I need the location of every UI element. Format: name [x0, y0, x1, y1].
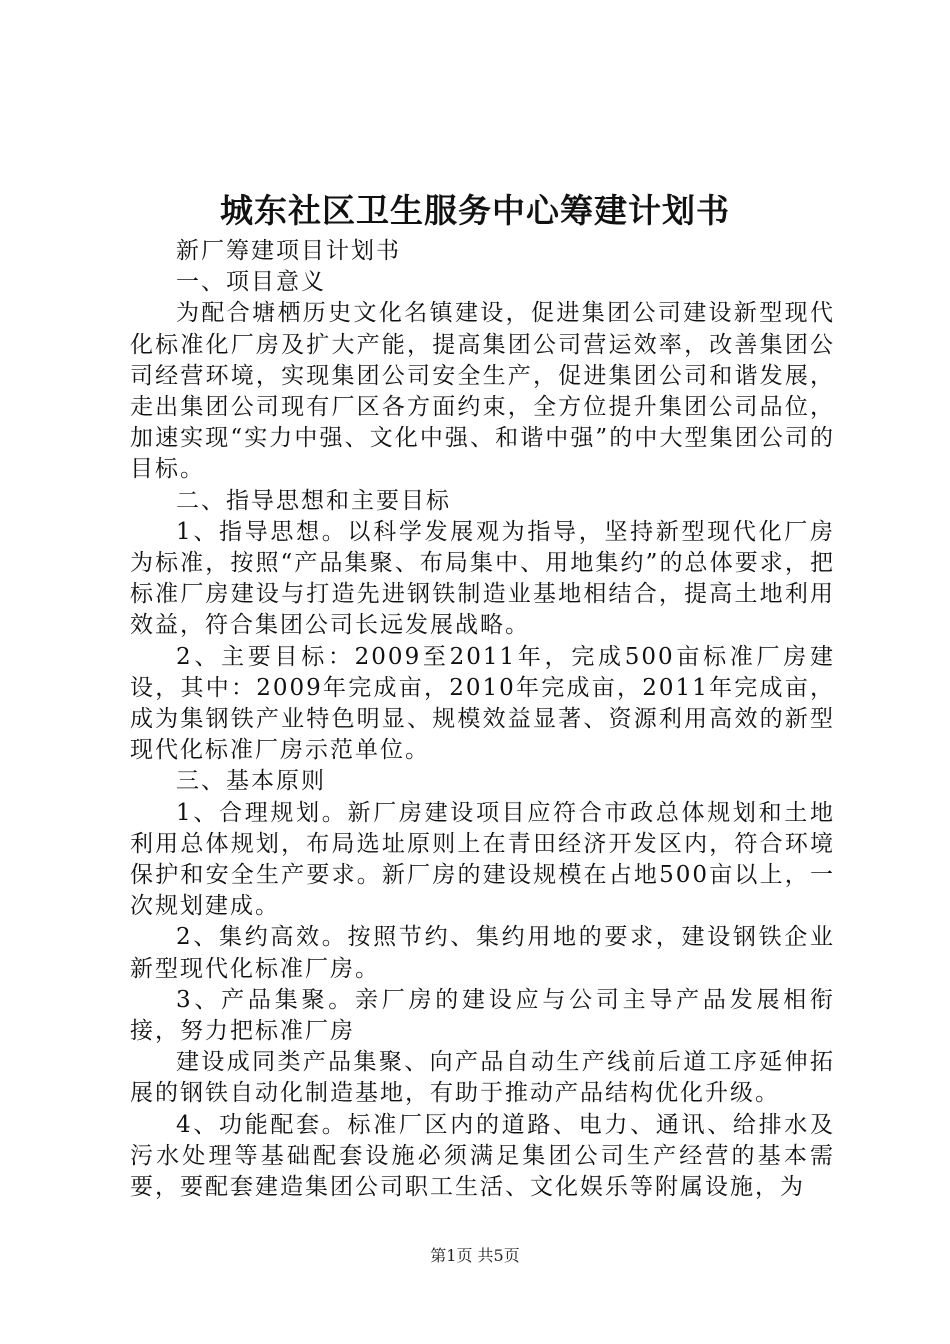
- paragraph: 4、功能配套。标准厂区内的道路、电力、通讯、给排水及污水处理等基础配套设施必须满足集团公司生产经营的基本需要，要配套建造集团公司职工生活、文化娱乐等附属设施，为: [130, 1111, 835, 1201]
- paragraph: 新厂筹建项目计划书: [176, 238, 401, 264]
- page-number-footer: 第1页 共5页: [430, 1246, 520, 1265]
- paragraph: 2、集约高效。按照节约、集约用地的要求，建设钢铁企业新型现代化标准厂房。: [130, 924, 835, 982]
- document-title: 城东社区卫生服务中心筹建计划书: [220, 191, 730, 230]
- paragraph: 1、合理规划。新厂房建设项目应符合市政总体规划和土地利用总体规划，布局选址原则上在青田经济开发区内，符合环境保护和安全生产要求。新厂房的建设规模在占地500亩以上，一次规划建成。: [130, 799, 835, 920]
- paragraph: 1、指导思想。以科学发展观为指导，坚持新型现代化厂房为标准，按照“产品集聚、布局集中、用地集约”的总体要求，把标准厂房建设与打造先进钢铁制造业基地相结合，提高土地利用效益，符合集团公司长远发展战略。: [130, 518, 835, 639]
- paragraph: 建设成同类产品集聚、向产品自动生产线前后道工序延伸拓展的钢铁自动化制造基地，有助于推动产品结构优化升级。: [130, 1049, 835, 1107]
- paragraph: 3、产品集聚。亲厂房的建设应与公司主导产品发展相衔接，努力把标准厂房: [130, 986, 835, 1045]
- paragraph: 2、主要目标：2009至2011年，完成500亩标准厂房建设，其中：2009年完成亩，2010年完成亩，2011年完成亩，成为集钢铁产业特色明显、规模效益显著、资源利用高效的新型现代化标准厂房示范单位。: [130, 643, 835, 764]
- section-heading: 一、项目意义: [176, 269, 326, 296]
- section-heading: 三、基本原则: [176, 768, 326, 795]
- section-heading: 二、指导思想和主要目标: [176, 487, 451, 514]
- document-body: [130, 236, 835, 1203]
- paragraph: 为配合塘栖历史文化名镇建设，促进集团公司建设新型现代化标准化厂房及扩大产能，提高集团公司营运效率，改善集团公司经营环境，实现集团公司安全生产，促进集团公司和谐发展，走出集团公司现有厂区各方面约束，全方位提升集团公司品位，加速实现“实力中强、文化中强、和谐中强”的中大型集团公司的目标。: [130, 300, 835, 483]
